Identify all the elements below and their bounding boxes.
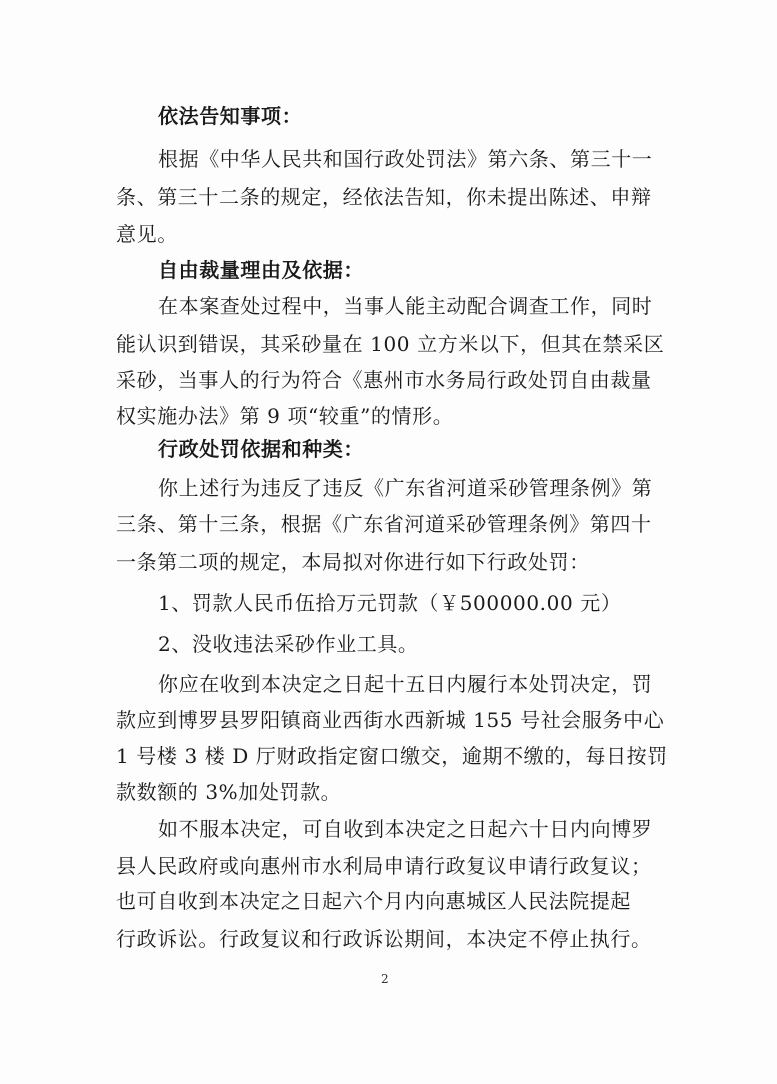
appeal-line-1: 如不服本决定，可自收到本决定之日起六十日内向博罗 [158, 817, 653, 841]
notice-line-3: 意见。 [116, 222, 178, 246]
heading-discretion: 自由裁量理由及依据： [158, 258, 364, 282]
discretion-line-2: 能认识到错误，其采砂量在 100 立方米以下，但其在禁采区 [116, 332, 665, 356]
payment-line-4: 款数额的 3%加处罚款。 [116, 780, 342, 804]
basis-line-3: 一条第二项的规定，本局拟对你进行如下行政处罚： [116, 550, 590, 574]
discretion-line-3: 采砂，当事人的行为符合《惠州市水务局行政处罚自由裁量 [116, 368, 652, 392]
notice-line-1: 根据《中华人民共和国行政处罚法》第六条、第三十一 [158, 147, 653, 171]
discretion-line-4: 权实施办法》第 9 项“较重”的情形。 [116, 404, 454, 428]
appeal-line-2: 县人民政府或向惠州市水利局申请行政复议申请行政复议； [116, 854, 652, 878]
basis-line-1: 你上述行为违反了违反《广东省河道采砂管理条例》第 [158, 476, 653, 500]
payment-line-2: 款应到博罗县罗阳镇商业西街水西新城 155 号社会服务中心 [116, 708, 665, 732]
appeal-line-4: 行政诉讼。行政复议和行政诉讼期间，本决定不停止执行。 [116, 927, 652, 951]
basis-line-2: 三条、第十三条，根据《广东省河道采砂管理条例》第四十 [116, 512, 652, 536]
payment-line-1: 你应在收到本决定之日起十五日内履行本处罚决定，罚 [158, 672, 653, 696]
page-number: 2 [381, 972, 389, 986]
heading-penalty-basis: 行政处罚依据和种类： [158, 437, 364, 461]
payment-line-3: 1 号楼 3 楼 D 厅财政指定窗口缴交，逾期不缴的，每日按罚 [116, 744, 668, 768]
appeal-line-3: 也可自收到本决定之日起六个月内向惠城区人民法院提起 [116, 889, 631, 913]
penalty-item-1: 1、罚款人民币伍拾万元罚款（￥500000.00 元） [158, 591, 622, 615]
heading-legal-notice: 依法告知事项： [158, 104, 303, 128]
notice-line-2: 条、第三十二条的规定，经依法告知，你未提出陈述、申辩 [116, 185, 652, 209]
penalty-item-2: 2、没收违法采砂作业工具。 [158, 632, 419, 656]
discretion-line-1: 在本案查处过程中，当事人能主动配合调查工作，同时 [158, 294, 653, 318]
